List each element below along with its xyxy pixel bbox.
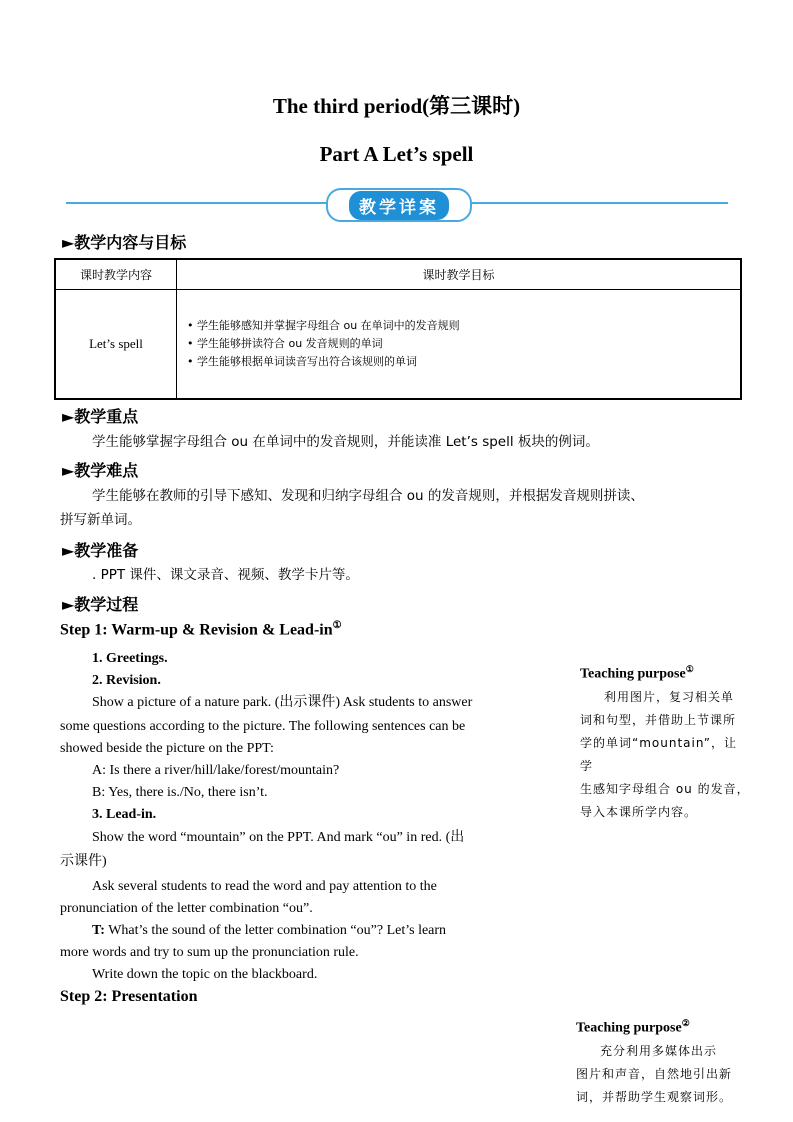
goal-item: • 学生能够根据单词读音写出符合该规则的单词 <box>187 354 417 368</box>
goals-table <box>54 258 742 400</box>
teaching-purpose-2-body <box>576 1040 751 1109</box>
page-title: The third period(第三课时) <box>272 94 521 118</box>
section-difficulties: ►教学难点 <box>62 461 139 480</box>
table-cell-goals <box>177 289 742 399</box>
teaching-purpose-line: 生感知字母组合 ou 的发音， <box>580 782 750 796</box>
table-header-content: 课时教学内容 <box>55 259 177 289</box>
table-cell-content: Let’s spell <box>55 289 177 399</box>
greetings-item: 1. Greetings. <box>92 651 168 666</box>
goal-item: • 学生能够感知并掌握字母组合 ou 在单词中的发音规则 <box>187 318 460 332</box>
leadin-paragraph2-line2: pronunciation of the letter combination “ou”. <box>60 901 313 916</box>
teaching-purpose-line: 词和句型，并借助上节课所 <box>580 713 737 727</box>
footnote-mark: ① <box>332 620 342 631</box>
teaching-purpose-line: 词，并帮助学生观察词形。 <box>576 1090 733 1104</box>
section-badge <box>326 188 472 222</box>
teaching-purpose-line: 学的单词“mountain”，让学 <box>580 736 738 773</box>
section-content-goals: ►教学内容与目标 <box>62 233 187 252</box>
page-subtitle: Part A Let’s spell <box>319 142 474 166</box>
leadin-paragraph3-line1 <box>92 919 446 942</box>
section-key-points: ►教学重点 <box>62 407 139 426</box>
dialog-line-a: A: Is there a river/hill/lake/forest/mountain? <box>92 763 340 778</box>
leadin-paragraph1-line1: Show the word “mountain” on the PPT. And mark “ou” in red. (出 <box>92 830 465 845</box>
leadin-paragraph2-line1: Ask several students to read the word and pay attention to the <box>92 879 437 894</box>
teaching-purpose-line: 利用图片，复习相关单 <box>604 690 735 704</box>
revision-paragraph-line3: showed beside the picture on the PPT: <box>60 741 274 756</box>
teaching-purpose-1-title: Teaching purpose <box>580 666 686 682</box>
teaching-purpose-2-title: Teaching purpose <box>576 1020 682 1036</box>
leadin-paragraph3-line2: more words and try to sum up the pronunciation rule. <box>60 945 359 960</box>
teaching-purpose-line: 充分利用多媒体出示 <box>600 1044 718 1058</box>
leadin-paragraph4: Write down the topic on the blackboard. <box>92 967 318 982</box>
section-preparation: ►教学准备 <box>62 541 139 560</box>
key-points-text: 学生能够掌握字母组合 ou 在单词中的发音规则，并能读准 Let’s spell 板块的例词。 <box>92 434 599 450</box>
teacher-question: What’s the sound of the letter combination “ou”? Let’s learn <box>108 923 447 938</box>
teaching-purpose-1-body <box>580 686 750 824</box>
leadin-paragraph1-line2: 示课件) <box>60 854 107 869</box>
section-badge-label: 教学详案 <box>349 191 449 220</box>
divider-right <box>466 202 728 204</box>
teaching-purpose-2-heading <box>576 1018 690 1037</box>
section-process: ►教学过程 <box>62 595 139 614</box>
goal-item: • 学生能够拼读符合 ou 发音规则的单词 <box>187 336 383 350</box>
difficulties-text-line1: 学生能够在教师的引导下感知、发现和归纳字母组合 ou 的发音规则，并根据发音规则拼读、 <box>92 488 644 504</box>
step1-heading <box>60 620 342 639</box>
teacher-label: T: <box>92 923 105 938</box>
revision-item: 2. Revision. <box>92 673 161 688</box>
revision-paragraph-line2: some questions according to the picture. The following sentences can be <box>60 719 466 734</box>
dialog-line-b: B: Yes, there is./No, there isn’t. <box>92 785 268 800</box>
table-header-goals: 课时教学目标 <box>177 259 742 289</box>
teaching-purpose-line: 图片和声音，自然地引出新 <box>576 1067 733 1081</box>
footnote-mark: ② <box>681 1018 690 1028</box>
preparation-text: . PPT 课件、课文录音、视频、教学卡片等。 <box>92 567 359 583</box>
footnote-mark: ① <box>685 664 694 674</box>
teaching-purpose-line: 导入本课所学内容。 <box>580 805 698 819</box>
divider-left <box>66 202 328 204</box>
leadin-item: 3. Lead-in. <box>92 807 157 822</box>
difficulties-text-line2: 拼写新单词。 <box>60 512 141 528</box>
step1-heading-text: Step 1: Warm-up & Revision & Lead-in <box>60 621 333 639</box>
step2-heading: Step 2: Presentation <box>60 988 198 1005</box>
teaching-purpose-1-heading <box>580 664 694 683</box>
revision-paragraph-line1: Show a picture of a nature park. (出示课件) Ask students to answer <box>92 695 473 710</box>
